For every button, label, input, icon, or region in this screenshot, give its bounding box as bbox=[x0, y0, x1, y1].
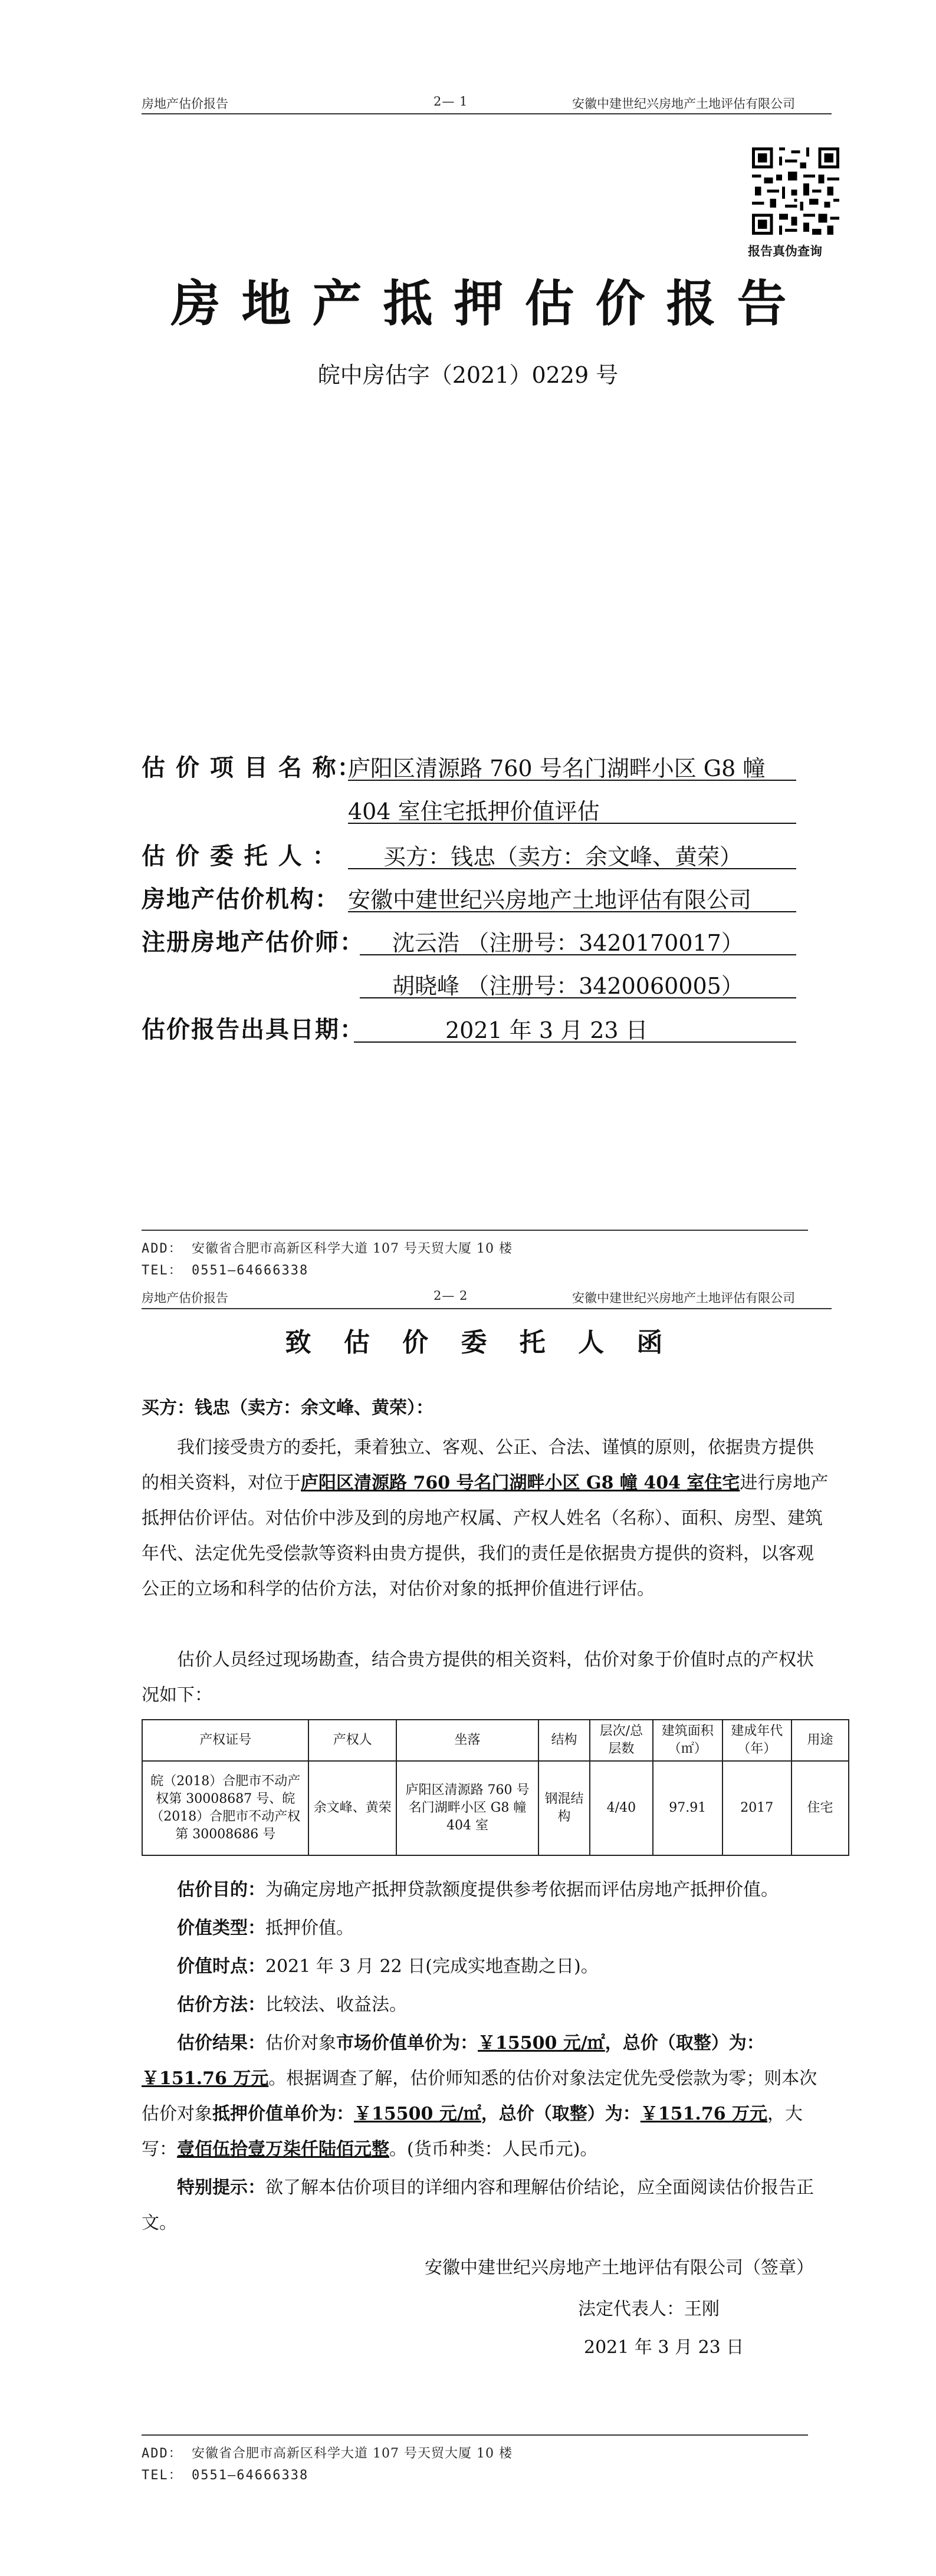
market-total-price: ￥151.76 万元 bbox=[142, 2068, 269, 2089]
header-left: 房地产估价报告 bbox=[142, 1291, 228, 1305]
valuation-result: 估价结果：估价对象市场价值单价为：￥15500 元/㎡，总价（取整）为：￥151.76 万元。根据调查了解，估价师知悉的估价对象法定优先受偿款为零；则本次估价对象抵押价值单价为：￥15500 元/㎡，总价（取整）为：￥151.76 万元，大写：壹佰伍拾壹万柒仟陆佰元整。(货币种类：人民币元)。 bbox=[142, 2033, 817, 2160]
project-name-line1: 庐阳区清源路 760 号名门湖畔小区 G8 幢 bbox=[348, 755, 766, 781]
client-value: 买方：钱忠（卖方：余文峰、黄荣） bbox=[383, 844, 743, 870]
letter-paragraph-2: 估价人员经过现场勘查，结合贵方提供的相关资料，估价对象于价值时点的产权状况如下： bbox=[142, 1650, 814, 1706]
header-rule-2 bbox=[142, 1308, 832, 1309]
sign-company: 安徽中建世纪兴房地产土地评估有限公司（签章） bbox=[425, 2258, 814, 2278]
table-header-row bbox=[142, 1720, 849, 1761]
th-owner: 产权人 bbox=[308, 1720, 396, 1761]
th-structure: 结构 bbox=[538, 1720, 590, 1761]
cover-title: 房地产抵押估价报告 bbox=[170, 275, 808, 333]
th-location: 坐落 bbox=[396, 1720, 538, 1761]
footer-address-2: ADD： 安徽省合肥市高新区科学大道 107 号天贸大厦 10 楼 bbox=[142, 2446, 513, 2461]
header-page-no: 2— 2 bbox=[433, 1289, 468, 1303]
footer-tel-2: TEL： 0551—64666338 bbox=[142, 2468, 309, 2483]
letter-title: 致 估 价 委 托 人 函 bbox=[285, 1328, 675, 1358]
td-area: 97.91 bbox=[653, 1761, 722, 1855]
header-page-no: 2— 1 bbox=[433, 94, 468, 109]
appraiser-label: 注册房地产估价师： bbox=[142, 929, 364, 956]
th-use: 用途 bbox=[792, 1720, 849, 1761]
property-rights-table bbox=[142, 1719, 849, 1856]
report-number: 皖中房估字（2021）0229 号 bbox=[317, 362, 619, 388]
td-location: 庐阳区清源路 760 号名门湖畔小区 G8 幢 404 室 bbox=[396, 1761, 538, 1855]
valuation-date: 价值时点：2021 年 3 月 22 日(完成实地查勘之日)。 bbox=[177, 1956, 599, 1977]
td-owner: 余文峰、黄荣 bbox=[308, 1761, 396, 1855]
letter-salutation: 买方：钱忠（卖方：余文峰、黄荣）： bbox=[142, 1398, 433, 1418]
th-cert-no: 产权证号 bbox=[142, 1720, 308, 1761]
header-left: 房地产估价报告 bbox=[142, 97, 228, 111]
project-name-line2: 404 室住宅抵押价值评估 bbox=[348, 799, 600, 824]
td-structure: 钢混结构 bbox=[538, 1761, 590, 1855]
td-use: 住宅 bbox=[792, 1761, 849, 1855]
qr-caption: 报告真伪查询 bbox=[748, 244, 822, 258]
value-type: 价值类型：抵押价值。 bbox=[177, 1918, 354, 1938]
project-name-label: 估 价 项 目 名 称： bbox=[142, 754, 362, 781]
market-unit-price: ￥15500 元/㎡ bbox=[478, 2033, 605, 2053]
th-floor: 层次/总层数 bbox=[590, 1720, 653, 1761]
td-cert-no: 皖（2018）合肥市不动产权第 30008687 号、皖（2018）合肥市不动产权第 30008686 号 bbox=[142, 1761, 308, 1855]
header-company: 安徽中建世纪兴房地产土地评估有限公司 bbox=[572, 1291, 795, 1305]
th-area: 建筑面积（㎡） bbox=[653, 1720, 722, 1761]
mortgage-total-price: ￥151.76 万元 bbox=[640, 2104, 768, 2124]
report-date-underline bbox=[354, 1041, 796, 1043]
table-row bbox=[142, 1761, 849, 1855]
sign-date: 2021 年 3 月 23 日 bbox=[584, 2337, 744, 2358]
footer-tel-1: TEL： 0551—64666338 bbox=[142, 1263, 309, 1278]
special-notice: 特别提示：欲了解本估价项目的详细内容和理解估价结论，应全面阅读估价报告正文。 bbox=[142, 2177, 814, 2233]
report-date-label: 估价报告出具日期： bbox=[142, 1016, 364, 1043]
project-name-underline-1 bbox=[348, 780, 796, 781]
letter-paragraph-1: 我们接受贵方的委托，秉着独立、客观、公正、合法、谨慎的原则，依据贵方提供的相关资料，对位于庐阳区清源路 760 号名门湖畔小区 G8 幢 404 室住宅进行房地产抵押估价评估。对估价中涉及到的房地产权属、产权人姓名（名称）、面积、房型、建筑年代、法定优先受偿款等资料由贵方提供，我们的责任是依据贵方提供的资料，以客观公正的立场和科学的估价方法，对估价对象的抵押价值进行评估。 bbox=[142, 1437, 829, 1599]
th-year: 建成年代（年） bbox=[722, 1720, 792, 1761]
valuation-method: 估价方法：比较法、收益法。 bbox=[177, 1995, 407, 2015]
appraiser-1: 沈云浩 （注册号：3420170017） bbox=[392, 930, 744, 956]
property-location: 庐阳区清源路 760 号名门湖畔小区 G8 幢 404 室住宅 bbox=[301, 1473, 740, 1493]
client-underline bbox=[348, 868, 796, 869]
footer-rule-1 bbox=[142, 1230, 808, 1231]
valuation-purpose: 估价目的：为确定房地产抵押贷款额度提供参考依据而评估房地产抵押价值。 bbox=[177, 1880, 779, 1900]
client-label: 估 价 委 托 人 ： bbox=[142, 843, 337, 870]
amount-in-words: 壹佰伍拾壹万柒仟陆佰元整 bbox=[177, 2139, 389, 2160]
report-date-value: 2021 年 3 月 23 日 bbox=[445, 1017, 648, 1043]
header-rule bbox=[142, 113, 832, 114]
agency-label: 房地产估价机构： bbox=[142, 886, 340, 913]
appraiser-underline-1 bbox=[360, 954, 796, 955]
agency-value: 安徽中建世纪兴房地产土地评估有限公司 bbox=[348, 887, 752, 913]
project-name-underline-2 bbox=[348, 823, 796, 824]
appraiser-underline-2 bbox=[360, 997, 796, 998]
td-floor: 4/40 bbox=[590, 1761, 653, 1855]
mortgage-unit-price: ￥15500 元/㎡ bbox=[354, 2104, 481, 2124]
header-company: 安徽中建世纪兴房地产土地评估有限公司 bbox=[572, 97, 795, 111]
agency-underline bbox=[348, 911, 796, 912]
qr-code-icon[interactable] bbox=[752, 147, 839, 235]
appraiser-2: 胡晓峰 （注册号：3420060005） bbox=[392, 973, 744, 999]
footer-rule-2 bbox=[142, 2434, 808, 2436]
td-year: 2017 bbox=[722, 1761, 792, 1855]
sign-legal-rep: 法定代表人：王刚 bbox=[578, 2299, 720, 2319]
footer-address-1: ADD： 安徽省合肥市高新区科学大道 107 号天贸大厦 10 楼 bbox=[142, 1241, 513, 1256]
